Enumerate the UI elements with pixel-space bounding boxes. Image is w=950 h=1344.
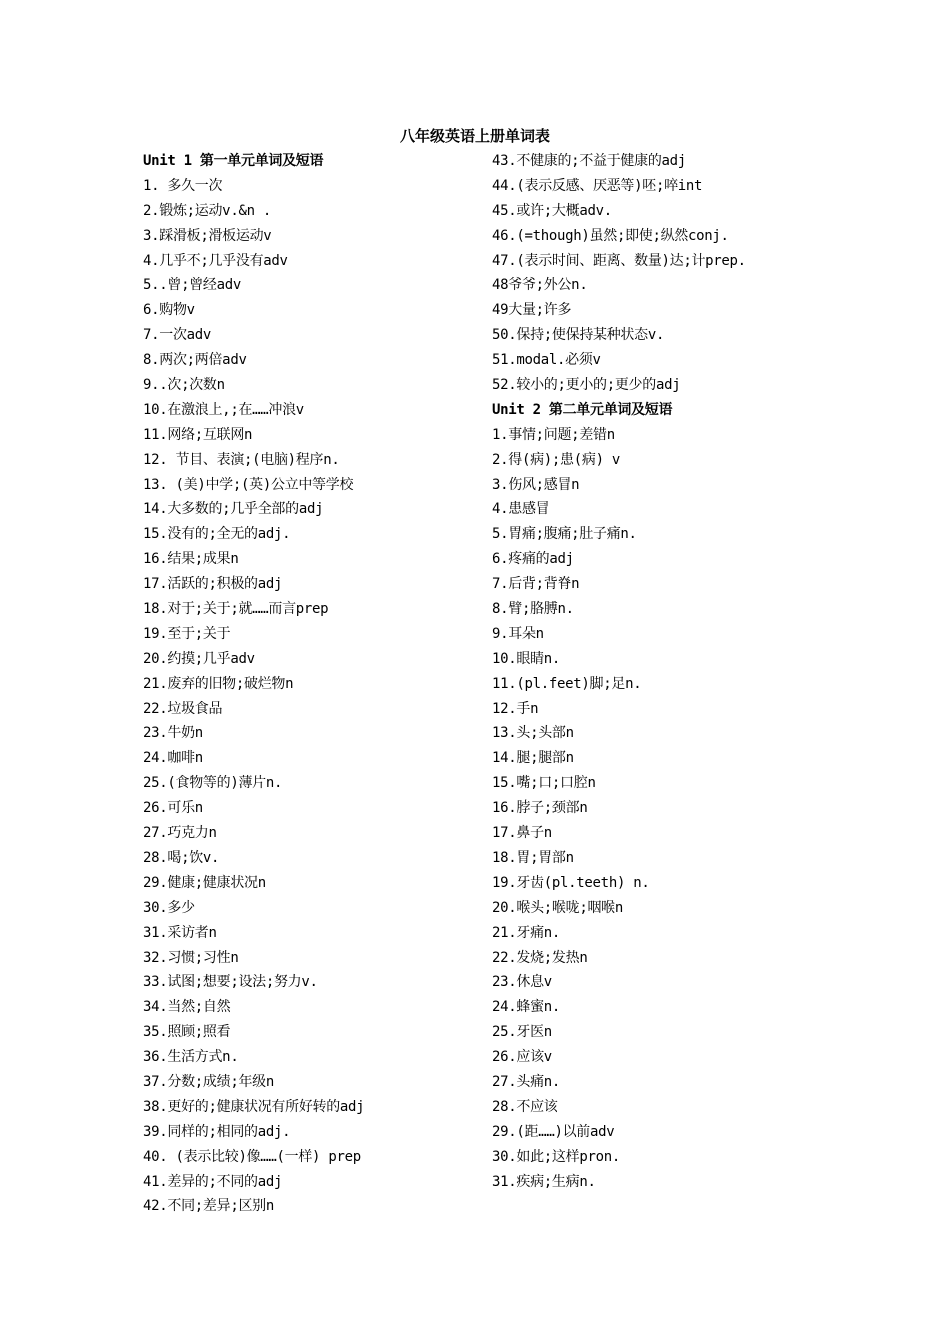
vocab-item: 15.嘴;口;口腔n bbox=[492, 775, 596, 792]
vocab-item: 10.在激浪上,;在……冲浪v bbox=[143, 401, 304, 418]
vocab-item: 30.多少 bbox=[143, 899, 195, 916]
vocab-item: 42.不同;差异;区别n bbox=[143, 1198, 274, 1215]
vocab-item: 4.几乎不;几乎没有adv bbox=[143, 252, 288, 269]
vocab-item: 8.两次;两倍adv bbox=[143, 352, 247, 369]
vocab-item: 20.约摸;几乎adv bbox=[143, 650, 255, 667]
vocab-item: 18.胃;胃部n bbox=[492, 849, 574, 866]
vocab-item: 29.健康;健康状况n bbox=[143, 874, 266, 891]
vocab-item: 37.分数;成绩;年级n bbox=[143, 1073, 274, 1090]
page-title: 八年级英语上册单词表 bbox=[399, 127, 550, 145]
vocab-item: 41.差异的;不同的adj bbox=[143, 1173, 283, 1190]
vocab-item: 10.眼睛n. bbox=[492, 650, 561, 667]
vocab-item: 26.应该v bbox=[492, 1049, 552, 1066]
vocab-item: 24.蜂蜜n. bbox=[492, 999, 561, 1016]
vocab-item: 50.保持;使保持某种状态v. bbox=[492, 327, 665, 344]
vocab-item: 18.对于;关于;就……而言prep bbox=[143, 601, 329, 618]
vocab-item: 24.咖啡n bbox=[143, 750, 203, 767]
unit-heading: Unit 1 第一单元单词及短语 bbox=[143, 153, 324, 169]
vocab-item: 9..次;次数n bbox=[143, 377, 225, 394]
vocab-item: 19.牙齿(pl.teeth) n. bbox=[492, 874, 650, 891]
vocab-item: 48爷爷;外公n. bbox=[492, 277, 588, 294]
vocab-item: 8.臂;胳膊n. bbox=[492, 601, 574, 618]
vocab-item: 25.牙医n bbox=[492, 1024, 552, 1041]
vocab-item: 45.或许;大概adv. bbox=[492, 202, 612, 219]
vocab-item: 22.垃圾食品 bbox=[143, 700, 223, 717]
vocab-item: 26.可乐n bbox=[143, 800, 203, 817]
vocab-item: 21.牙痛n. bbox=[492, 924, 561, 941]
vocab-item: 11.网络;互联网n bbox=[143, 426, 253, 443]
vocab-item: 11.(pl.feet)脚;足n. bbox=[492, 675, 642, 692]
vocab-item: 20.喉头;喉咙;咽喉n bbox=[492, 899, 623, 916]
vocab-item: 38.更好的;健康状况有所好转的adj bbox=[143, 1098, 365, 1115]
vocab-item: 31.采访者n bbox=[143, 924, 217, 941]
vocab-item: 35.照顾;照看 bbox=[143, 1024, 231, 1041]
vocab-item: 34.当然;自然 bbox=[143, 999, 231, 1016]
vocab-item: 40. (表示比较)像……(一样) prep bbox=[143, 1148, 361, 1165]
vocab-item: 46.(=though)虽然;即使;纵然conj. bbox=[492, 227, 729, 244]
vocab-item: 23.牛奶n bbox=[143, 725, 203, 742]
vocab-item: 13.头;头部n bbox=[492, 725, 574, 742]
vocab-item: 1.事情;问题;差错n bbox=[492, 426, 615, 443]
vocab-item: 7.一次adv bbox=[143, 327, 212, 344]
vocab-item: 28.不应该 bbox=[492, 1098, 558, 1115]
vocab-item: 17.活跃的;积极的adj bbox=[143, 576, 283, 593]
vocab-item: 30.如此;这样pron. bbox=[492, 1148, 620, 1165]
vocab-item: 15.没有的;全无的adj. bbox=[143, 526, 291, 543]
vocab-item: 25.(食物等的)薄片n. bbox=[143, 775, 283, 792]
vocab-item: 17.鼻子n bbox=[492, 825, 552, 842]
vocab-item: 51.modal.必须v bbox=[492, 352, 601, 369]
vocab-item: 14.大多数的;几乎全部的adj bbox=[143, 501, 324, 518]
unit-heading: Unit 2 第二单元单词及短语 bbox=[492, 401, 673, 418]
vocab-item: 47.(表示时间、距离、数量)达;计prep. bbox=[492, 252, 746, 269]
left-column bbox=[143, 149, 483, 1219]
vocab-item: 3.伤风;感冒n bbox=[492, 476, 580, 493]
vocab-item: 4.患感冒 bbox=[492, 501, 550, 518]
vocab-item: 43.不健康的;不益于健康的adj bbox=[492, 153, 686, 169]
vocab-item: 1. 多久一次 bbox=[143, 177, 223, 194]
vocab-item: 2.得(病);患(病) v bbox=[492, 451, 620, 468]
vocab-item: 29.(距……)以前adv bbox=[492, 1123, 615, 1140]
vocab-item: 27.巧克力n bbox=[143, 825, 217, 842]
vocab-item: 13. (美)中学;(英)公立中等学校 bbox=[143, 476, 354, 493]
right-column bbox=[492, 149, 812, 1194]
vocab-item: 14.腿;腿部n bbox=[492, 750, 574, 767]
vocab-item: 33.试图;想要;设法;努力v. bbox=[143, 974, 318, 991]
vocab-item: 5..曾;曾经adv bbox=[143, 277, 242, 294]
vocab-item: 7.后背;背脊n bbox=[492, 576, 580, 593]
vocab-item: 9.耳朵n bbox=[492, 625, 544, 642]
vocab-item: 49大量;许多 bbox=[492, 302, 572, 319]
vocab-item: 12. 节目、表演;(电脑)程序n. bbox=[143, 451, 340, 468]
vocab-item: 27.头痛n. bbox=[492, 1073, 561, 1090]
vocab-item: 6.购物v bbox=[143, 302, 195, 319]
vocab-item: 22.发烧;发热n bbox=[492, 949, 588, 966]
vocab-item: 21.废弃的旧物;破烂物n bbox=[143, 675, 294, 692]
vocab-item: 52.较小的;更小的;更少的adj bbox=[492, 377, 681, 394]
vocab-item: 19.至于;关于 bbox=[143, 625, 231, 642]
vocab-item: 2.锻炼;运动v.&n . bbox=[143, 202, 271, 219]
vocab-item: 28.喝;饮v. bbox=[143, 849, 220, 866]
vocab-item: 32.习惯;习性n bbox=[143, 949, 239, 966]
vocab-item: 12.手n bbox=[492, 700, 539, 717]
vocab-item: 5.胃痛;腹痛;肚子痛n. bbox=[492, 526, 637, 543]
vocab-item: 3.踩滑板;滑板运动v bbox=[143, 227, 272, 244]
vocab-item: 36.生活方式n. bbox=[143, 1049, 239, 1066]
vocab-item: 16.脖子;颈部n bbox=[492, 800, 588, 817]
vocab-item: 16.结果;成果n bbox=[143, 551, 239, 568]
vocab-item: 23.休息v bbox=[492, 974, 552, 991]
vocab-item: 31.疾病;生病n. bbox=[492, 1173, 596, 1190]
vocab-item: 39.同样的;相同的adj. bbox=[143, 1123, 291, 1140]
vocab-item: 6.疼痛的adj bbox=[492, 551, 574, 568]
vocab-item: 44.(表示反感、厌恶等)呸;啐int bbox=[492, 177, 703, 194]
